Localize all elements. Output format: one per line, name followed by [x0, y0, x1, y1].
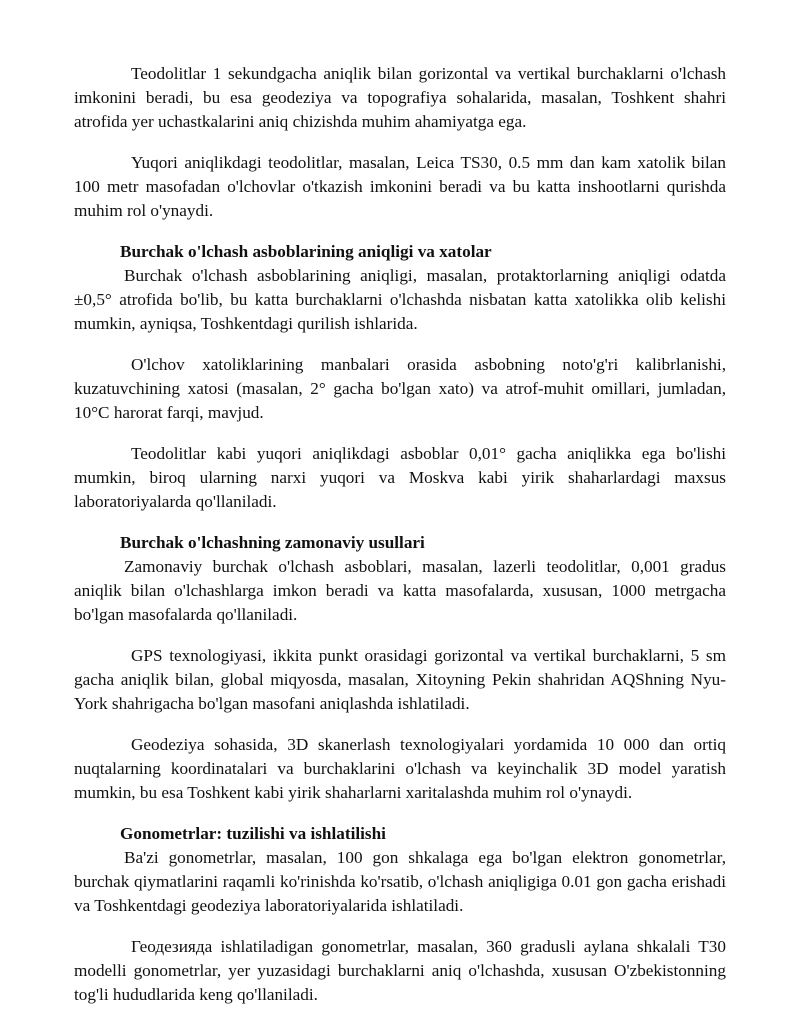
paragraph-intro-1: Teodolitlar 1 sekundgacha aniqlik bilan gorizontal va vertikal burchaklarni o'lchash imkonini beradi, bu esa geodeziya va topografiya sohalarida, masalan, Toshkent shahri atrofida yer uchastkalarini aniq chizishda muhim ahamiyatga ega.	[74, 64, 726, 131]
paragraph-accuracy-2: O'lchov xatoliklarining manbalari orasida asbobning noto'g'ri kalibrlanishi, kuzatuvchining xatosi (masalan, 2° gacha bo'lgan xato) va atrof-muhit omillari, jumladan, 10°C harorat farqi, mavjud.	[74, 355, 726, 422]
paragraph-goniometers-1: Ba'zi gonometrlar, masalan, 100 gon shkalaga ega bo'lgan elektron gonometrlar, burchak qiymatlarini raqamli ko'rinishda ko'rsatib, o'lchash aniqligiga 0.01 gon gacha erishadi va Toshkentdagi geodeziya laboratoriyalarida ishlatiladi.	[74, 848, 726, 915]
section-heading-modern-methods: Burchak o'lchashning zamonaviy usullari	[120, 533, 425, 552]
paragraph-goniometers-2: Геодезияда ishlatiladigan gonometrlar, masalan, 360 gradusli aylana shkalali T30 modelli gonometrlar, yer yuzasidagi burchaklarni aniq o'lchashda, xususan O'zbekistonning tog'li hududlarida keng qo'llaniladi.	[74, 937, 726, 1004]
paragraph-intro-2: Yuqori aniqlikdagi teodolitlar, masalan, Leica TS30, 0.5 mm dan kam xatolik bilan 100 metr masofadan o'lchovlar o'tkazish imkonini beradi va bu katta inshootlarni qurishda muhim rol o'ynaydi.	[74, 153, 726, 220]
paragraph-accuracy-3: Teodolitlar kabi yuqori aniqlikdagi asboblar 0,01° gacha aniqlikka ega bo'lishi mumkin, biroq ularning narxi yuqori va Moskva kabi yirik shaharlardagi maxsus laboratoriyalarda qo'llaniladi.	[74, 444, 726, 511]
section-heading-accuracy: Burchak o'lchash asboblarining aniqligi va xatolar	[120, 242, 492, 261]
section-heading-goniometers: Gonometrlar: tuzilishi va ishlatilishi	[120, 824, 386, 843]
paragraph-accuracy-1: Burchak o'lchash asboblarining aniqligi, masalan, protaktorlarning aniqligi odatda ±0,5° atrofida bo'lib, bu katta burchaklarni o'lchashda nisbatan katta xatolikka olib kelishi mumkin, ayniqsa, Toshkentdagi qurilish ishlarida.	[74, 266, 726, 333]
paragraph-modern-2: GPS texnologiyasi, ikkita punkt orasidagi gorizontal va vertikal burchaklarni, 5 sm gacha aniqlik bilan, global miqyosda, masalan, Xitoyning Pekin shahridan AQShning Nyu-York shahrigacha bo'lgan masofani aniqlashda ishlatiladi.	[74, 646, 726, 713]
paragraph-modern-1: Zamonaviy burchak o'lchash asboblari, masalan, lazerli teodolitlar, 0,001 gradus aniqlik bilan o'lchashlarga imkon beradi va katta masofalarda, xususan, 1000 metrgacha bo'lgan masofalarda qo'llaniladi.	[74, 557, 726, 624]
document-page	[74, 62, 726, 1024]
paragraph-modern-3: Geodeziya sohasida, 3D skanerlash texnologiyalari yordamida 10 000 dan ortiq nuqtalarning koordinatalari va burchaklarini o'lchash va keyinchalik 3D model yaratish mumkin, bu esa Toshkent kabi yirik shaharlarni xaritalashda muhim rol o'ynaydi.	[74, 735, 726, 802]
